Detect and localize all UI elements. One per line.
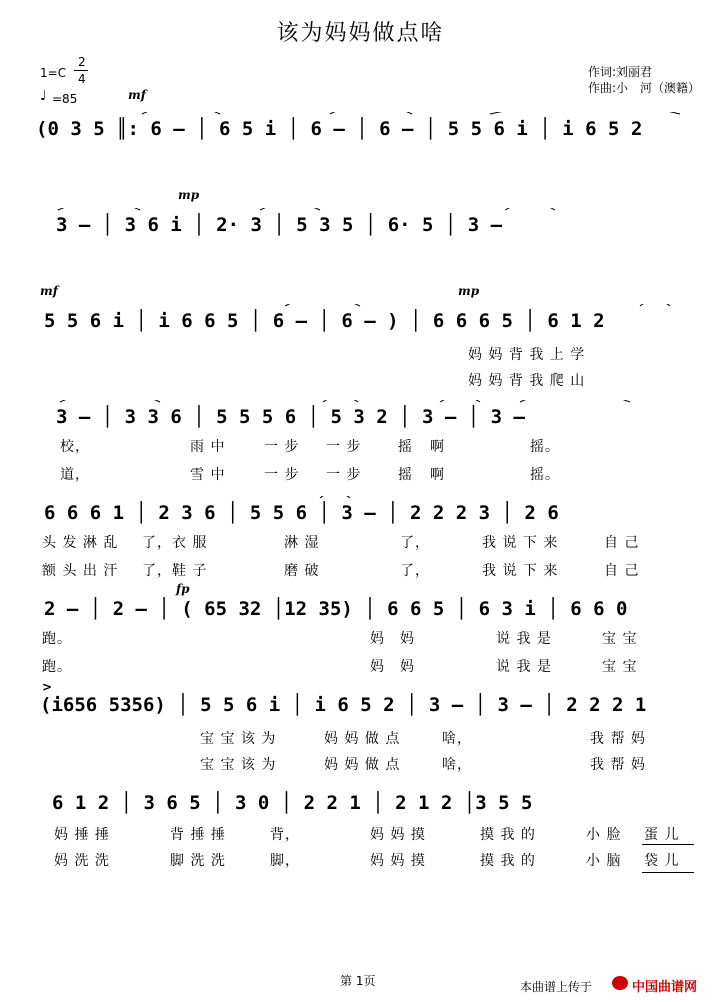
- lyric-v1-r7-0: 宝 宝 该 为: [200, 731, 277, 747]
- lyric-v2-r4-1: 雪 中: [190, 467, 226, 483]
- page-number: 第 1页: [340, 974, 376, 988]
- dynamic-mf-2: mf: [40, 284, 58, 298]
- lyric-v1-r8-0: 妈 捶 捶: [54, 827, 110, 843]
- notes-row-1: (0 3 5 ║: 6 – │ 6 5 i │ 6 – │ 6 – │ 5 5 6 i │ i 6 5 2: [36, 118, 643, 140]
- dynamic-fp: fp: [176, 582, 190, 596]
- accent-mark-icon: >: [42, 680, 53, 694]
- score-row-8: [30, 786, 695, 869]
- lyric-v1-r7-1: 妈 妈 做 点: [324, 731, 401, 747]
- lyric-v2-r4-0: 道，: [60, 467, 90, 483]
- lyric-v1-r8-4: 摸 我 的: [480, 827, 536, 843]
- tempo: =85: [52, 92, 78, 106]
- lyric-v1-r4-1: 雨 中: [190, 439, 226, 455]
- lyric-v2-r7-2: 啥，: [442, 757, 472, 773]
- lyric-v2-r8-3: 妈 妈 摸: [370, 853, 426, 869]
- underline-1: [642, 844, 694, 845]
- lyric-v2-r6-0: 跑。: [42, 659, 72, 675]
- lyric-verse2-line1: 妈 妈 背 我 爬 山: [468, 373, 586, 389]
- lyric-v1-r8-1: 背 捶 捶: [170, 827, 226, 843]
- notes-row-5: 6 6 6 1 │ 2 3 6 │ 5 5 6 │ 3 – │ 2 2 2 3 │ 2 6: [44, 502, 559, 524]
- lyric-v2-r8-0: 妈 洗 洗: [54, 853, 110, 869]
- lyric-verse1-line1: 妈 妈 背 我 上 学: [468, 347, 586, 363]
- lyric-v1-r6-1: 妈 妈: [370, 631, 415, 647]
- lyric-v2-r4-3: 一 步: [326, 467, 362, 483]
- composer: 作曲:小 河（澳籍）: [588, 81, 701, 95]
- lyric-v1-r8-3: 妈 妈 摸: [370, 827, 426, 843]
- lyric-v2-r4-2: 一 步: [264, 467, 300, 483]
- lyric-v2-r7-1: 妈 妈 做 点: [324, 757, 401, 773]
- lyric-v1-r4-3: 一 步: [326, 439, 362, 455]
- lyric-v2-r8-1: 脚 洗 洗: [170, 853, 226, 869]
- notes-row-4: 3 – │ 3 3 6 │ 5 5 5 6 │ 5 3 2 │ 3 – │ 3 –: [56, 406, 525, 428]
- notes-row-3: 5 5 6 i │ i 6 6 5 │ 6 – │ 6 – ) │ 6 6 6 5 │ 6 1 2: [44, 310, 605, 332]
- lyric-v1-r5-3: 了，: [400, 535, 430, 551]
- score-row-6: [30, 582, 695, 675]
- notes-row-7: (i656 5356) │ 5 5 6 i │ i 6 5 2 │ 3 – │ 3 – │ 2 2 2 1: [40, 694, 647, 716]
- score-row-3: [30, 284, 695, 389]
- dynamic-mf: mf: [128, 88, 146, 102]
- lyric-v2-r6-2: 说 我 是: [496, 659, 552, 675]
- lyric-v2-r4-5: 啊: [430, 467, 445, 483]
- score-row-7: [30, 680, 695, 773]
- lyric-v1-r6-3: 宝 宝: [602, 631, 638, 647]
- dynamic-mp-2: mp: [458, 284, 480, 298]
- lyric-v2-r7-0: 宝 宝 该 为: [200, 757, 277, 773]
- lyric-v1-r6-0: 跑。: [42, 631, 72, 647]
- lyric-v2-r8-2: 脚，: [270, 853, 300, 869]
- lyric-v2-r8-6: 袋 儿: [644, 853, 680, 869]
- lyric-v1-r5-0: 头 发 淋 乱: [42, 535, 119, 551]
- lyric-v1-r8-6: 蛋 儿: [644, 827, 680, 843]
- lyric-v2-r8-5: 小 脑: [586, 853, 622, 869]
- notes-row-6: 2 – │ 2 – │ ( 65 32 │12 35) │ 6 6 5 │ 6 3 i │ 6 6 0: [44, 598, 628, 620]
- site-logo-icon: [612, 976, 628, 990]
- key-signature: 1=C: [40, 66, 67, 80]
- lyric-v2-r4-4: 摇: [398, 467, 413, 483]
- upload-note: 本曲谱上传于: [520, 980, 593, 994]
- score-row-2: [30, 188, 695, 244]
- score-row-4: [30, 400, 695, 483]
- lyric-v1-r4-0: 校，: [60, 439, 90, 455]
- underline-2: [642, 872, 694, 873]
- lyric-v2-r5-3: 了，: [400, 563, 430, 579]
- lyric-v2-r8-4: 摸 我 的: [480, 853, 536, 869]
- lyricist: 作词:刘丽君: [588, 65, 653, 79]
- dynamic-mp: mp: [178, 188, 200, 202]
- lyric-v2-r7-3: 我 帮 妈: [590, 757, 646, 773]
- lyric-v1-r5-5: 自 己: [604, 535, 640, 551]
- lyric-v2-r4-6: 摇。: [530, 467, 560, 483]
- lyric-v1-r8-2: 背，: [270, 827, 300, 843]
- lyric-v1-r4-2: 一 步: [264, 439, 300, 455]
- lyric-v1-r4-6: 摇。: [530, 439, 560, 455]
- notes-row-2: 3 – │ 3 6 i │ 2· 3 │ 5 3 5 │ 6· 5 │ 3 –: [56, 214, 503, 236]
- time-signature-line: [74, 70, 88, 71]
- page-title: 该为妈妈做点啥: [276, 21, 445, 46]
- time-signature-top: 2: [78, 55, 86, 69]
- lyric-v2-r6-1: 妈 妈: [370, 659, 415, 675]
- lyric-v2-r5-0: 额 头 出 汗: [42, 563, 119, 579]
- lyric-v2-r5-5: 自 己: [604, 563, 640, 579]
- quarter-note-icon: ♩: [40, 88, 47, 104]
- lyric-v2-r5-2: 磨 破: [284, 563, 320, 579]
- lyric-v1-r6-2: 说 我 是: [496, 631, 552, 647]
- lyric-v1-r7-3: 我 帮 妈: [590, 731, 646, 747]
- lyric-v2-r5-4: 我 说 下 来: [482, 563, 559, 579]
- site-name[interactable]: 中国曲谱网: [632, 980, 698, 995]
- score-row-5: [30, 496, 695, 579]
- lyric-v1-r8-5: 小 脸: [586, 827, 622, 843]
- lyric-v2-r5-1: 了，鞋 子: [142, 563, 208, 579]
- notes-row-8: 6 1 2 │ 3 6 5 │ 3 0 │ 2 2 1 │ 2 1 2 │3 5 5: [52, 792, 533, 814]
- time-signature-bottom: 4: [78, 72, 86, 86]
- lyric-v1-r5-1: 了，衣 服: [142, 535, 208, 551]
- lyric-v2-r6-3: 宝 宝: [602, 659, 638, 675]
- lyric-v1-r5-2: 淋 湿: [284, 535, 320, 551]
- lyric-v1-r5-4: 我 说 下 来: [482, 535, 559, 551]
- lyric-v1-r7-2: 啥，: [442, 731, 472, 747]
- lyric-v1-r4-4: 摇: [398, 439, 413, 455]
- lyric-v1-r4-5: 啊: [430, 439, 445, 455]
